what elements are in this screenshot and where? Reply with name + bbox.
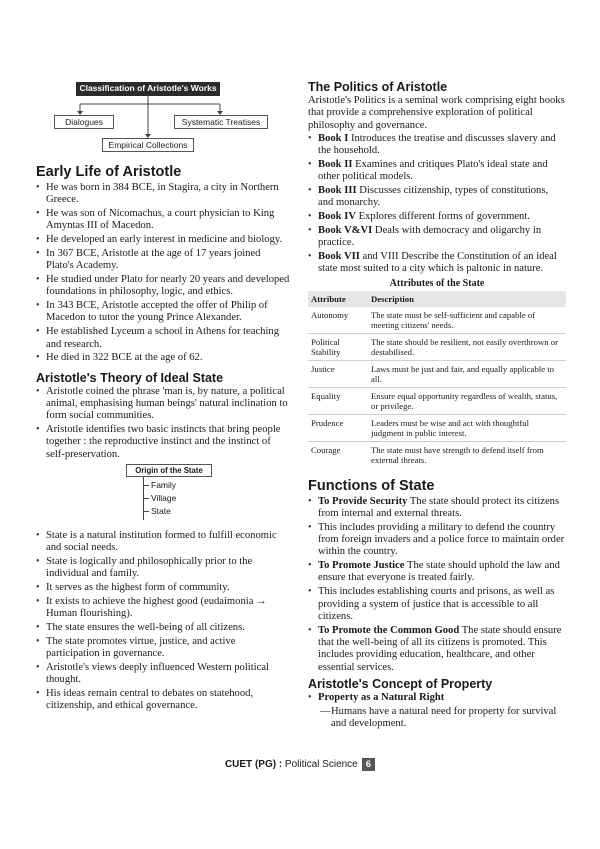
list-item: • He established Lyceum a school in Athens for teaching and research. [36, 326, 290, 351]
right-column [308, 80, 566, 730]
table-cell: Laws must be just and fair, and equally applicable to all. [368, 360, 566, 387]
book-key: Book III [318, 185, 357, 197]
property-heading: Aristotle's Concept of Property [308, 676, 493, 691]
table-cell: The state should be resilient, not easily overthrown or destabilised. [368, 333, 566, 360]
ideal-state-list-b [36, 530, 290, 713]
origin-item-family: Family [143, 480, 176, 490]
function-text: This includes establishing courts and prisons, as well as providing a system of justice that is accessible to all citizens. [318, 586, 555, 622]
book-key: Book II [318, 158, 353, 170]
early-life-list [36, 182, 290, 365]
page-number: 6 [362, 758, 375, 771]
book-key: Book V&VI [318, 224, 373, 236]
table-cell: Equality [308, 387, 368, 414]
list-item [308, 625, 566, 674]
table-row [308, 333, 566, 360]
property-list [308, 692, 566, 704]
table-row [308, 441, 566, 468]
list-item: • The state promotes virtue, justice, and active participation in governance. [36, 636, 290, 661]
list-item: • The state ensures the well-being of all citizens. [36, 622, 290, 634]
column-header: Description [368, 291, 566, 307]
table-cell: Prudence [308, 414, 368, 441]
table-cell: Political Stability [308, 333, 368, 360]
origin-item-village: Village [143, 493, 176, 503]
list-item: • It serves as the highest form of community. [36, 582, 290, 594]
list-item [308, 496, 566, 521]
list-item [308, 159, 566, 184]
table-cell: Justice [308, 360, 368, 387]
table-cell: Autonomy [308, 307, 368, 334]
list-item: • He developed an early interest in medicine and biology. [36, 234, 290, 246]
list-item [308, 586, 566, 623]
list-item: • He studied under Plato for nearly 20 years and developed foundations in philosophy, logic, and ethics. [36, 274, 290, 299]
function-text: This includes providing a military to defend the country from foreign invaders and a police force to maintain order within the country. [318, 521, 565, 558]
ideal-state-heading: Aristotle's Theory of Ideal State [36, 370, 224, 385]
attributes-table-caption: Attributes of the State [389, 277, 485, 289]
book-key: Book I [318, 132, 349, 144]
table-cell: The state must be self-sufficient and capable of meeting citizens' needs. [368, 307, 566, 334]
list-item: • Aristotle identifies two basic instincts that bring people together : the reproductive instinct and the instinct of self-preservation. [36, 424, 290, 461]
origin-diagram [126, 464, 226, 526]
function-text: The state should uphold the law and ensure that everyone is treated fairly. [318, 560, 560, 584]
functions-heading: Functions of State [308, 477, 435, 494]
politics-heading: The Politics of Aristotle [308, 80, 448, 94]
book-text: Introduces the treatise and discusses slavery and the household. [318, 132, 556, 157]
politics-books-list [308, 133, 566, 276]
classification-item-treatises: Systematic Treatises [174, 115, 268, 129]
page-footer [0, 758, 600, 771]
book-text: and VIII Describe the Constitution of an ideal state most suited to a city which is paltonic in nature. [318, 251, 557, 275]
classification-title: Classification of Aristotle's Works [76, 82, 220, 96]
function-key: To Promote the Common Good [318, 624, 460, 636]
table-cell: Ensure equal opportunity regardless of wealth, status, or privilege. [368, 387, 566, 414]
classification-item-dialogues: Dialogues [54, 115, 114, 129]
table-row [308, 387, 566, 414]
book-key: Book VII [318, 251, 360, 263]
book-text: Examines and critiques Plato's ideal state and other political models. [318, 158, 548, 183]
list-item [308, 133, 566, 158]
functions-list [308, 496, 566, 674]
function-text: The state should ensure that the well-being of all its citizens is promoted. This includes providing education, healthcare, and other essential services. [318, 624, 562, 673]
list-item [308, 560, 566, 585]
list-item [308, 522, 566, 559]
politics-intro: Aristotle's Politics is a seminal work comprising eight books that provide a comprehensive exploration of political philosophy and governance. [308, 95, 565, 131]
table-header-row [308, 291, 566, 307]
book-text: Explores different forms of government. [355, 211, 530, 223]
function-text: The state should protect its citizens from internal and external threats. [318, 495, 560, 519]
table-cell: Leaders must be wise and act with thoughtful judgment in public interest. [368, 414, 566, 441]
list-item: • His ideas remain central to debates on statehood, citizenship, and ethical governance. [36, 688, 290, 713]
list-item: • Aristotle coined the phrase 'man is, by nature, a political animal, emphasising human beings' natural inclination to form social communities. [36, 386, 290, 423]
list-item: • Aristotle's views deeply influenced Western political thought. [36, 662, 290, 687]
classification-diagram [54, 80, 274, 156]
function-key: To Promote Justice [318, 560, 405, 572]
early-life-heading: Early Life of Aristotle [36, 164, 182, 180]
table-row [308, 307, 566, 334]
list-item: • He was son of Nicomachus, a court physician to King Amyntas III of Macedon. [36, 208, 290, 233]
origin-title: Origin of the State [126, 464, 212, 477]
list-item: — Humans have a natural need for property for survival and development. [320, 706, 566, 731]
list-item: • In 343 BCE, Aristotle accepted the offer of Philip of Macedon to tutor the young Prince Alexander. [36, 300, 290, 325]
left-column [36, 164, 290, 714]
table-cell: Courage [311, 444, 341, 455]
table-cell: The state must have strength to defend itself from external threats. [371, 444, 544, 465]
list-item: • In 367 BCE, Aristotle at the age of 17 years joined Plato's Academy. [36, 248, 290, 273]
classification-item-collections: Empirical Collections [102, 138, 194, 152]
property-sublist [320, 706, 566, 731]
ideal-state-list-a [36, 386, 290, 461]
book-text: Deals with democracy and oligarchy in practice. [318, 224, 542, 249]
book-text: Discusses citizenship, types of constitutions, and monarchy. [318, 185, 549, 209]
list-item [308, 185, 566, 210]
function-key: To Provide Security [318, 495, 408, 507]
list-item [308, 225, 566, 250]
property-key: Property as a Natural Right [318, 691, 445, 703]
list-item [308, 692, 566, 704]
list-item: • It exists to achieve the highest good (eudaimonia → Human flourishing). [36, 596, 290, 621]
list-item: • He was born in 384 BCE, in Stagira, a city in Northern Greece. [36, 182, 290, 207]
attributes-table [308, 291, 566, 468]
list-item: • State is logically and philosophically prior to the individual and family. [36, 556, 290, 581]
list-item [308, 211, 566, 223]
list-item: • State is a natural institution formed to fulfill economic and social needs. [36, 530, 290, 555]
list-item: • He died in 322 BCE at the age of 62. [36, 352, 290, 364]
table-row [308, 414, 566, 441]
book-key: Book IV [318, 211, 356, 223]
footer-subject: Political Science [282, 759, 358, 770]
list-item [308, 251, 566, 276]
footer-exam: CUET (PG) : [224, 759, 283, 770]
origin-item-state: State [143, 506, 171, 516]
column-header: Attribute [308, 291, 368, 307]
table-row [308, 360, 566, 387]
